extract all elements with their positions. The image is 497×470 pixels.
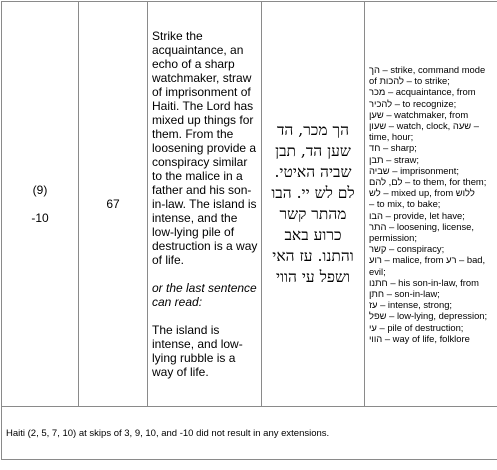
hebrew-line: והתנו. עז האי [272,247,354,265]
hebrew-line: הך מכר, הד [276,121,350,139]
hebrew-line: לם לש יי. הבו [271,184,355,202]
skip-value: -10 [31,211,49,225]
footer-note: Haiti (2, 5, 7, 10) at skips of 3, 9, 10, and -10 did not result in any extensions. [6,427,330,439]
glossary-line: מכר – acquaintance, from [369,86,476,98]
glossary-line: עז – intense, strong; [369,299,453,311]
footer-row [2,407,497,460]
glossary-line: time, hour; [369,131,414,143]
hebrew-line: שביה האיטי. [274,163,352,181]
hebrew-line: כרוע באב [284,226,342,244]
glossary-line: שען – watchmaker, from [369,108,469,120]
glossary-line: – to mix, to bake; [369,198,441,210]
glossary-line: הבו – provide, let have; [369,209,465,221]
glossary-line: רוע – malice, from רע – bad, [369,254,486,266]
glossary-line: עי – pile of destruction; [369,321,464,333]
glossary-line: הווי – way of life, folklore [369,332,470,344]
hebrew-line: ושפל עי הווי [276,268,350,286]
glossary-line: תבן – straw; [369,153,419,165]
hebrew-line: מהתר קשר [279,205,347,223]
row-number: 67 [106,197,120,211]
alternate-translation: The island is intense, and low-lying rubble is a way of life. [152,323,243,379]
glossary-line: קשר – conspiracy; [369,243,445,255]
table-row [2,2,497,407]
glossary-line: of להכות – to strike; [369,75,450,87]
footer-note-cell [2,407,497,460]
glossary-cell [365,2,497,407]
skip-value: (9) [32,183,48,197]
encoding-table [1,1,497,460]
glossary-line: שעון – watch, clock, שעה – [369,119,479,131]
english-translation-cell [148,2,262,407]
glossary-line: חתנו – his son-in-law, from [369,276,479,288]
glossary-line: שביה – imprisonment; [369,164,459,176]
glossary-line: התר – loosening, license, [369,220,474,232]
row-number-cell [79,2,148,407]
glossary-line: לם, להם – to them, for them; [369,175,487,187]
glossary-line: חתן – son-in-law; [369,288,440,300]
glossary-line: להכיר – to recognize; [369,97,457,109]
translation-paragraph: Strike the acquaintance, an echo of a sharp watchmaker, straw of imprisonment of Haiti. The Lord has mixed up things for them. From the loosening provide a conspiracy similar to the malice in a father and his son-in-law. The island is intense, and the low-lying pile of destruction is a way of life. [152,29,258,267]
glossary-line: שפל – low-lying, depression; [369,310,488,322]
glossary-line: הך – strike, command mode [369,63,486,75]
glossary-line: לש – mixed up, from ללוש [369,187,475,199]
skip-cell [2,2,79,407]
hebrew-text-cell [262,2,365,407]
glossary-line: evil; [369,265,386,277]
hebrew-line: שען הד, תבן [275,142,351,160]
glossary-line: חד – sharp; [369,142,417,154]
alternate-reading-note: or the last sentence can read: [152,281,257,309]
glossary-line: permission; [369,232,417,243]
